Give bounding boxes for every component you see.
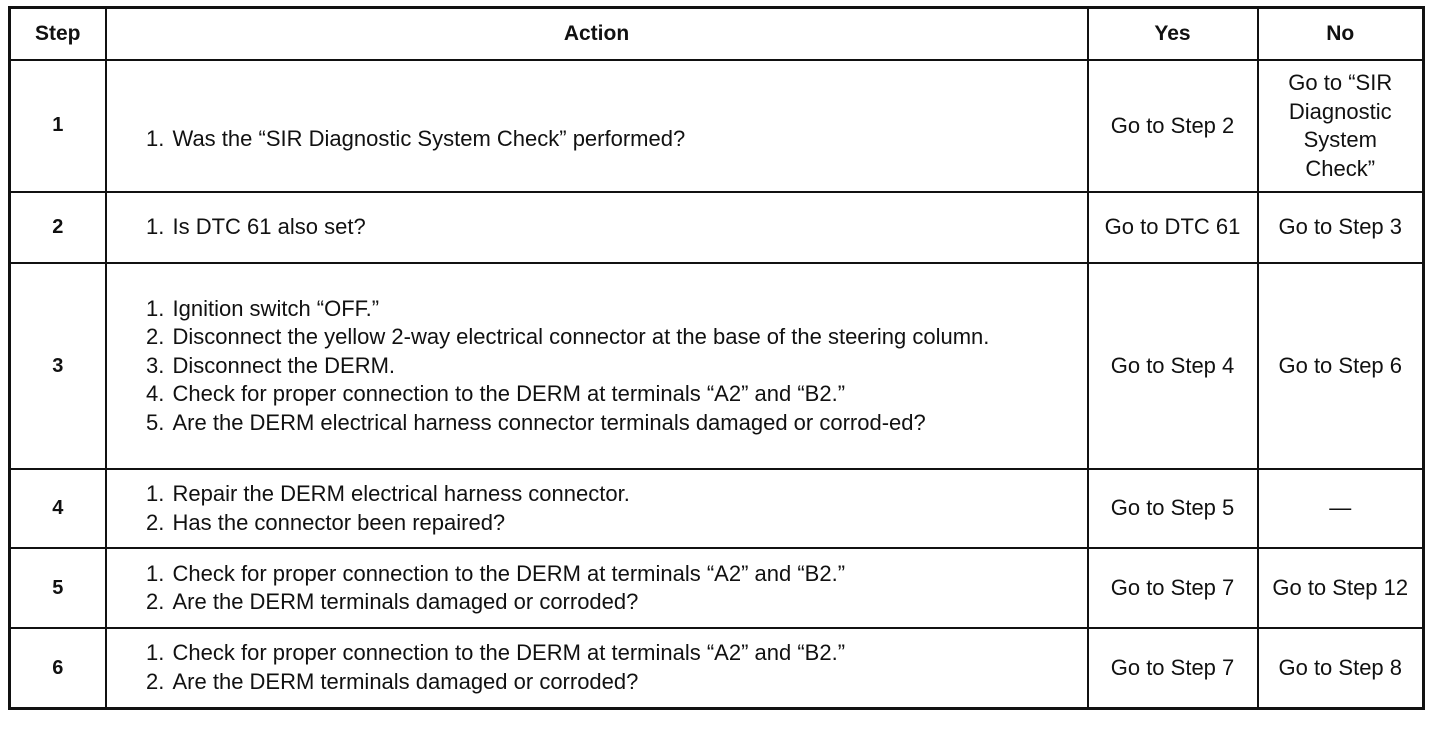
action-cell [106, 628, 1088, 708]
header-row [10, 8, 1424, 61]
no-cell: Go to Step 12 [1258, 548, 1424, 628]
action-cell [106, 60, 1088, 192]
header-action: Action [106, 8, 1088, 61]
header-yes: Yes [1088, 8, 1258, 61]
action-item: 1. Ignition switch “OFF.” [171, 295, 1075, 324]
action-item: 2. Has the connector been repaired? [171, 509, 1075, 538]
action-item: 1. Check for proper connection to the DERM at terminals “A2” and “B2.” [171, 560, 1075, 589]
table-row [10, 60, 1424, 192]
no-cell: Go to Step 6 [1258, 263, 1424, 469]
yes-cell: Go to DTC 61 [1088, 192, 1258, 263]
table-row [10, 469, 1424, 548]
action-item: 2. Disconnect the yellow 2-way electrical connector at the base of the steering column. [171, 323, 1075, 352]
step-number: 4 [10, 469, 106, 548]
action-item: 1. Is DTC 61 also set? [171, 213, 1075, 242]
step-number: 5 [10, 548, 106, 628]
table-row [10, 192, 1424, 263]
no-cell: Go to “SIR Diagnostic System Check” [1258, 60, 1424, 192]
action-cell [106, 263, 1088, 469]
action-item: 1. Check for proper connection to the DERM at terminals “A2” and “B2.” [171, 639, 1075, 668]
action-item: 4. Check for proper connection to the DERM at terminals “A2” and “B2.” [171, 380, 1075, 409]
action-item: 5. Are the DERM electrical harness connector terminals damaged or corrod-ed? [171, 409, 1075, 438]
diagnostic-table [8, 6, 1425, 710]
action-list [135, 295, 1075, 438]
no-cell: Go to Step 3 [1258, 192, 1424, 263]
header-step: Step [10, 8, 106, 61]
action-item: 2. Are the DERM terminals damaged or corroded? [171, 588, 1075, 617]
yes-cell: Go to Step 7 [1088, 628, 1258, 708]
step-number: 6 [10, 628, 106, 708]
table-row [10, 263, 1424, 469]
yes-cell: Go to Step 2 [1088, 60, 1258, 192]
action-cell [106, 469, 1088, 548]
yes-cell: Go to Step 4 [1088, 263, 1258, 469]
step-number: 2 [10, 192, 106, 263]
action-list [135, 639, 1075, 696]
action-list [135, 125, 1075, 154]
action-item: 1. Repair the DERM electrical harness connector. [171, 480, 1075, 509]
header-no: No [1258, 8, 1424, 61]
step-number: 3 [10, 263, 106, 469]
yes-cell: Go to Step 7 [1088, 548, 1258, 628]
yes-cell: Go to Step 5 [1088, 469, 1258, 548]
action-list [135, 560, 1075, 617]
table-row [10, 548, 1424, 628]
action-list [135, 213, 1075, 242]
action-item: 2. Are the DERM terminals damaged or corroded? [171, 668, 1075, 697]
step-number: 1 [10, 60, 106, 192]
action-item: 1. Was the “SIR Diagnostic System Check” performed? [171, 125, 1075, 154]
action-item: 3. Disconnect the DERM. [171, 352, 1075, 381]
table-row [10, 628, 1424, 708]
action-cell [106, 192, 1088, 263]
action-cell [106, 548, 1088, 628]
no-cell: — [1258, 469, 1424, 548]
action-list [135, 480, 1075, 537]
no-cell: Go to Step 8 [1258, 628, 1424, 708]
